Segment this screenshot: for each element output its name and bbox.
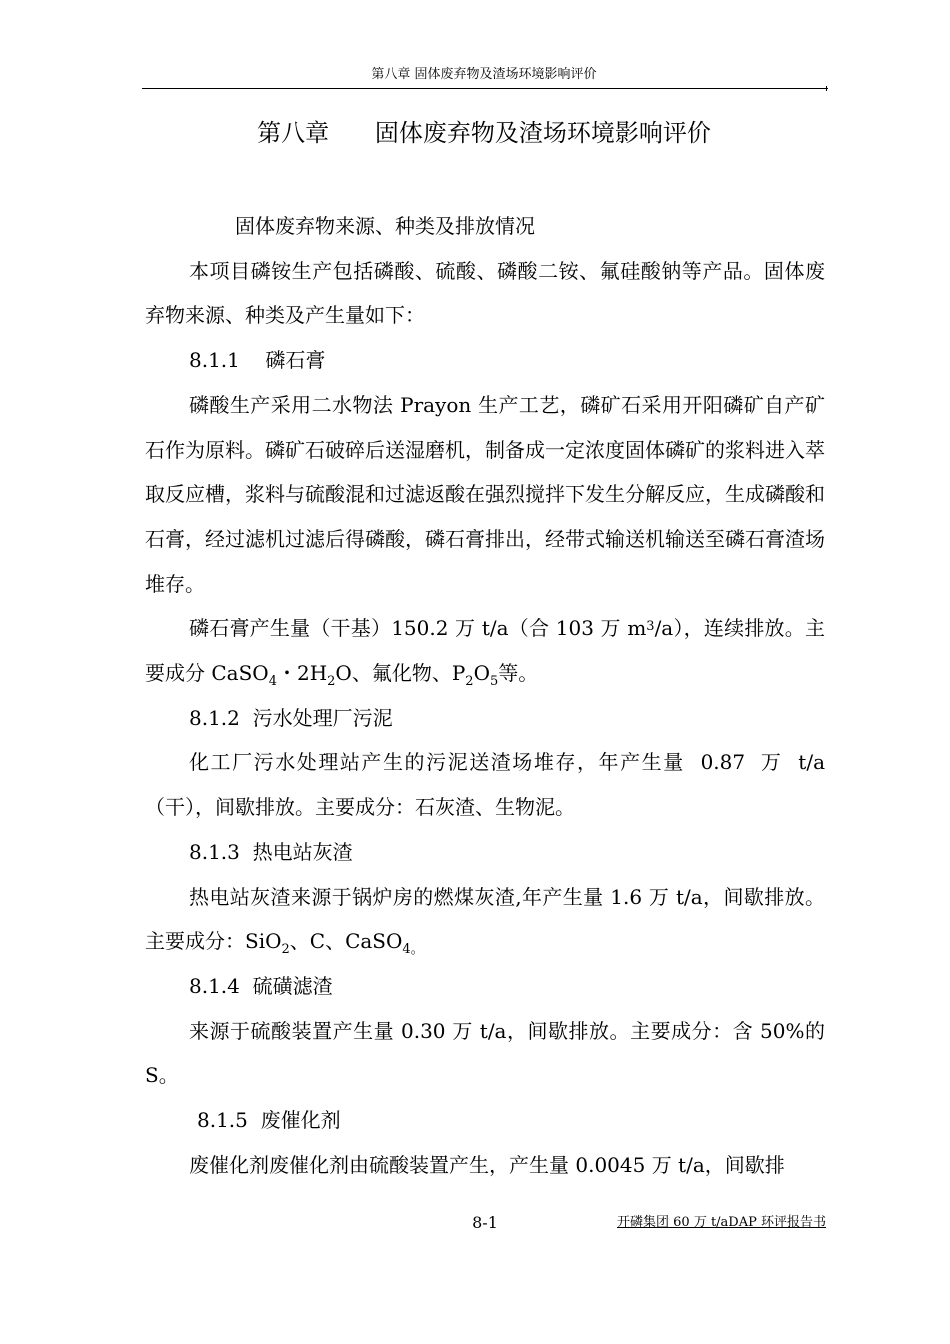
text-run: 热电站灰渣来源于锅炉房的燃煤灰渣,年产生量 1.6 万 t/a，间歇排放。主要成分：SiO [145,884,825,954]
superscript: 3 [646,619,655,635]
footer-document-title: 开磷集团 60 万 t/aDAP 环评报告书 [617,1215,826,1230]
text-run: O、氟化物、P [335,661,466,686]
text-run: 等。 [498,661,539,686]
heading-8-1-1: 8.1.1 磷石膏 [189,348,326,373]
subscript: 4。 [402,942,424,958]
paragraph-8-1-4: 来源于硫酸装置产生量 0.30 万 t/a，间歇排放。主要成分：含 50%的 S。 [145,1018,825,1088]
subscript: 4 [268,674,277,690]
intro-paragraph: 本项目磷铵生产包括磷酸、硫酸、磷酸二铵、氟硅酸钠等产品。固体废弃物来源、种类及产生量如下： [145,258,825,328]
heading-8-1-5: 8.1.5 废催化剂 [197,1108,341,1133]
section-subtitle: 固体废弃物来源、种类及排放情况 [235,214,535,238]
paragraph-8-1-1-quantity [145,606,825,695]
text-run: 磷石膏产生量（干基）150.2 万 t/a（合 103 万 m [189,616,647,641]
heading-8-1-4: 8.1.4 硫磺滤渣 [189,973,333,998]
text-run: ・2H [276,661,328,686]
heading-8-1-3: 8.1.3 热电站灰渣 [189,839,353,864]
subscript: 2 [465,674,474,690]
page-number: 8-1 [472,1213,498,1232]
heading-8-1-2: 8.1.2 污水处理厂污泥 [189,705,393,730]
chapter-title: 第八章 固体废弃物及渣场环境影响评价 [257,119,711,147]
text-run: 、C、CaSO [289,929,403,954]
running-header: 第八章 固体废弃物及渣场环境影响评价 [371,67,597,82]
subscript: 2 [327,674,336,690]
header-rule-tick [826,86,827,91]
text-run: O [473,661,490,686]
paragraph-8-1-3 [145,875,825,964]
document-body [145,204,825,1187]
paragraph-8-1-1-process: 磷酸生产采用二水物法 Prayon 生产工艺，磷矿石采用开阳磷矿自产矿石作为原料。磷矿石破碎后送湿磨机，制备成一定浓度固体磷矿的浆料进入萃取反应槽，浆料与硫酸混和过滤返酸在强烈搅拌下发生分解反应，生成磷酸和石膏，经过滤机过滤后得磷酸，磷石膏排出，经带式输送机输送至磷石膏渣场堆存。 [145,392,825,596]
paragraph-8-1-5: 废催化剂废催化剂由硫酸装置产生，产生量 0.0045 万 t/a，间歇排 [189,1152,785,1177]
subscript: 5 [489,674,499,690]
paragraph-8-1-2: 化工厂污水处理站产生的污泥送渣场堆存，年产生量 0.87 万 t/a（干），间歇排放。主要成分：石灰渣、生物泥。 [145,750,825,820]
header-rule [142,88,828,89]
subscript: 2 [281,942,290,958]
text-run: /a），连续排放。主要成分 CaSO [145,616,825,686]
